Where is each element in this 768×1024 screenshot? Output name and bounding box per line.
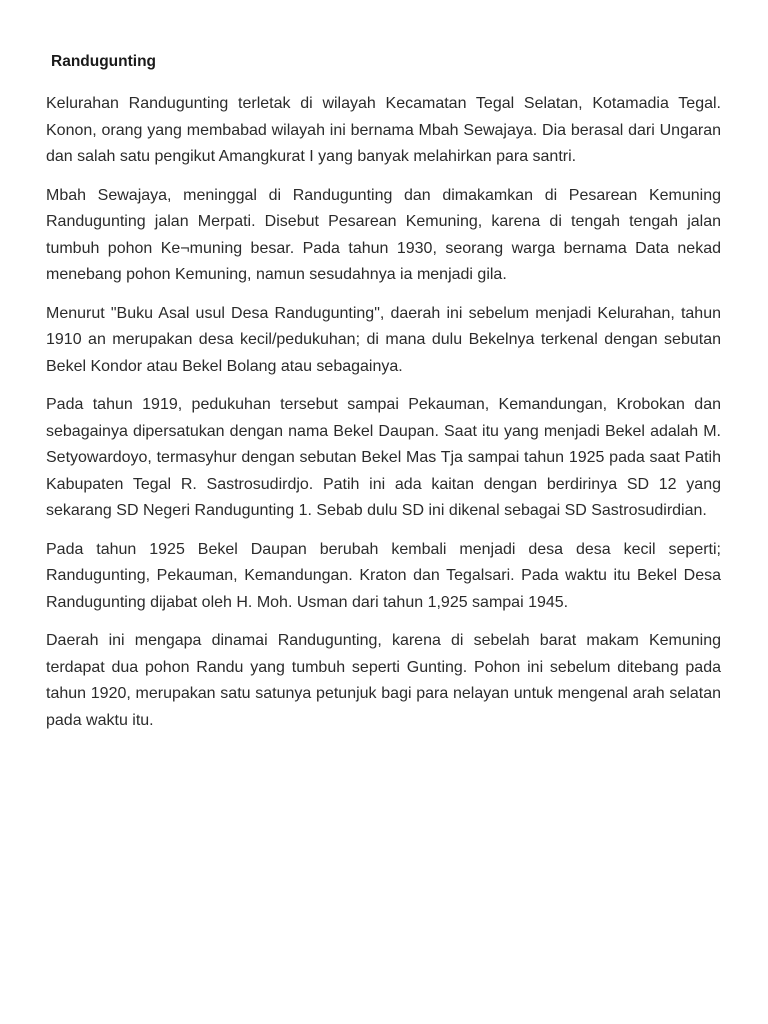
paragraph-4: Pada tahun 1919, pedukuhan tersebut sampai Pekauman, Kemandungan, Krobokan dan sebagainya dipersatukan dengan nama Bekel Daupan. Saat itu yang menjadi Bekel adalah M. Setyowardoyo, termasyhur dengan sebutan Bekel Mas Tja sampai tahun 1925 pada saat Patih Kabupaten Tegal R. Sastrosudirdjo. Patih ini ada kaitan dengan berdirinya SD 12 yang sekarang SD Negeri Randugunting 1. Sebab dulu SD ini dikenal sebagai SD Sastrosudirdian. xyxy=(46,396,721,519)
document-body xyxy=(46,91,721,746)
paragraph-3: Menurut "Buku Asal usul Desa Randugunting", daerah ini sebelum menjadi Kelurahan, tahun 1910 an merupakan desa kecil/pedukuhan; di mana dulu Bekelnya terkenal dengan sebutan Bekel Kondor atau Bekel Bolang atau sebagainya. xyxy=(46,304,721,375)
paragraph-6: Daerah ini mengapa dinamai Randugunting, karena di sebelah barat makam Kemuning terdapat dua pohon Randu yang tumbuh seperti Gunting. Pohon ini sebelum ditebang pada tahun 1920, merupakan satu satunya petunjuk bagi para nelayan untuk mengenal arah selatan pada waktu itu. xyxy=(46,632,721,729)
document-title: Randugunting xyxy=(51,53,157,70)
paragraph-1: Kelurahan Randugunting terletak di wilayah Kecamatan Tegal Selatan, Kotamadia Tegal. Konon, orang yang membabad wilayah ini bernama Mbah Sewajaya. Dia berasal dari Ungaran dan salah satu pengikut Amangkurat I yang banyak melahirkan para santri. xyxy=(46,95,721,165)
paragraph-2: Mbah Sewajaya, meninggal di Randugunting dan dimakamkan di Pesarean Kemuning Randugunting jalan Merpati. Disebut Pesarean Kemuning, karena di tengah tengah jalan tumbuh pohon Ke¬muning besar. Pada tahun 1930, seorang warga bernama Data nekad menebang pohon Kemuning, namun sesudahnya ia menjadi gila. xyxy=(46,186,721,283)
paragraph-5: Pada tahun 1925 Bekel Daupan berubah kembali menjadi desa desa kecil seperti; Randugunting, Pekauman, Kemandungan. Kraton dan Tegalsari. Pada waktu itu Bekel Desa Randugunting dijabat oleh H. Moh. Usman dari tahun 1,925 sampai 1945. xyxy=(46,540,721,611)
